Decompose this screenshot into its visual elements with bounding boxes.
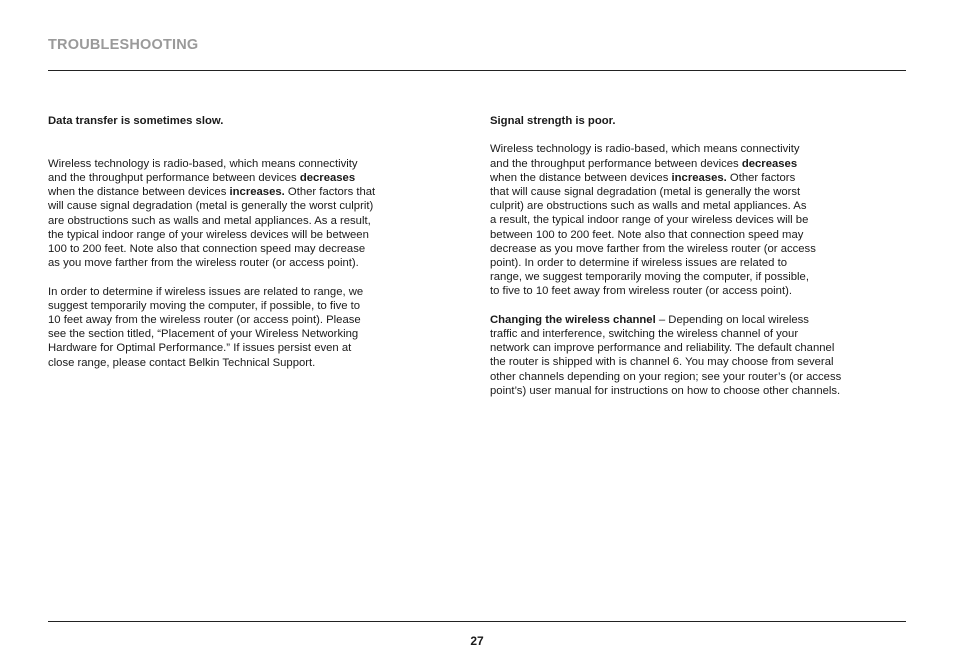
text-line: when the distance between devices increases. Other factors [490,171,796,184]
text-line: the typical indoor range of your wireless devices will be between [48,228,369,241]
text-line: other channels depending on your region; see your router’s (or access [490,370,842,383]
text-line: traffic and interference, switching the wireless channel of your [490,328,799,341]
text-line: when the distance between devices increases. Other factors that [48,186,376,199]
text-line: decrease as you move farther from the wireless router (or access [490,242,816,255]
top-divider [48,70,906,71]
text-line: In order to determine if wireless issues are related to range, we [48,285,364,298]
left-paragraph-2 [48,285,440,370]
text-line: that will cause signal degradation (metal is generally the worst [490,186,801,198]
text-line: point’s) user manual for instructions on how to choose other channels. [490,384,841,397]
text-line: culprit) are obstructions such as walls and metal appliances. As [490,200,807,213]
text-line: close range, please contact Belkin Technical Support. [48,356,316,369]
text-line: 100 to 200 feet. Note also that connection speed may decrease [48,242,366,255]
text-line: 10 feet away from the wireless router (or access point). Please [48,313,361,326]
text-line: will cause signal degradation (metal is generally the worst culprit) [48,200,374,213]
text-line: between 100 to 200 feet. Note also that connection speed may [490,228,804,241]
spacer [48,128,440,157]
bottom-divider [48,621,906,622]
page-number: 27 [470,634,484,648]
right-heading: Signal strength is poor. [490,115,616,127]
right-paragraph-1 [490,142,906,298]
text-line: Wireless technology is radio-based, which means connectivity [490,143,800,156]
text-line: suggest temporarily moving the computer, if possible, to five to [48,299,361,312]
section-header: TROUBLESHOOTING [48,37,199,53]
right-column [490,114,906,398]
left-paragraph-1 [48,157,440,271]
left-column [48,114,440,370]
text-line: and the throughput performance between devices decreases [48,171,356,184]
text-line: and the throughput performance between devices decreases [490,157,798,170]
text-line: Hardware for Optimal Performance.” If issues persist even at [48,342,352,355]
right-paragraph-2 [490,313,906,398]
text-line: Changing the wireless channel – Depending on local wireless [490,313,809,326]
text-line: range, we suggest temporarily moving the computer, if possible, [490,271,809,284]
text-line: network can improve performance and reliability. The default channel [490,342,835,355]
left-heading: Data transfer is sometimes slow. [48,115,224,127]
text-line: to five to 10 feet away from wireless router (or access point). [490,285,792,298]
text-line: the router is shipped with is channel 6. You may choose from several [490,356,834,369]
spacer [48,270,440,284]
text-line: a result, the typical indoor range of your wireless devices will be [490,214,809,227]
text-line: Wireless technology is radio-based, which means connectivity [48,157,358,170]
text-line: as you move farther from the wireless router (or access point). [48,257,359,270]
text-line: are obstructions such as walls and metal appliances. As a result, [48,214,371,227]
spacer [490,128,906,142]
spacer [490,299,906,313]
text-line: point). In order to determine if wireless issues are related to [490,257,787,270]
text-line: see the section titled, “Placement of your Wireless Networking [48,328,359,341]
